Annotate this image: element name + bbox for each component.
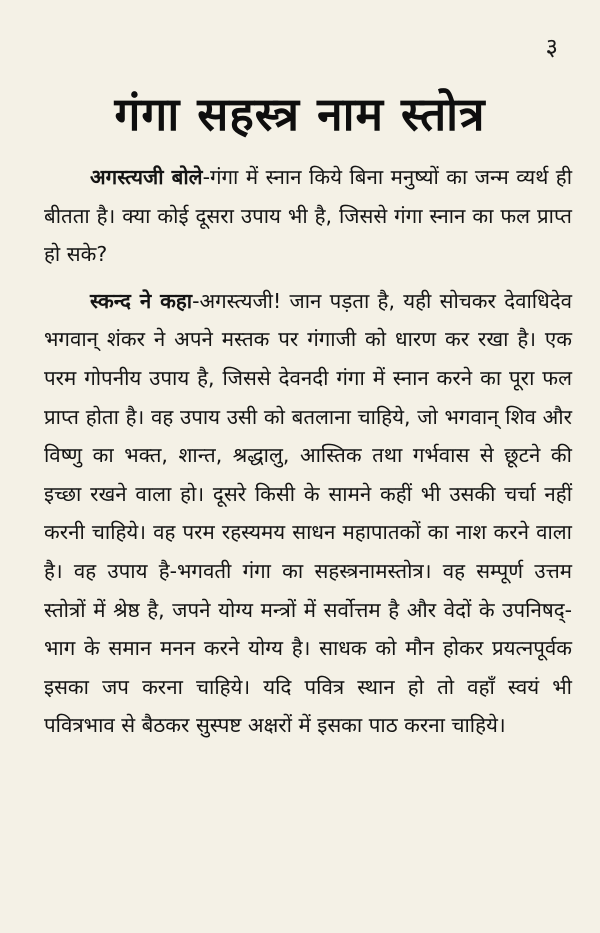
- paragraph-skanda: [44, 282, 572, 745]
- paragraph-text: -गंगा में स्नान किये बिना मनुष्यों का जन्म व्यर्थ ही बीतता है। क्या कोई दूसरा उपाय भी है, जिससे गंगा स्नान का फल प्राप्त हो सके?: [44, 165, 572, 267]
- paragraph-text: -अगस्त्यजी! जान पड़ता है, यही सोचकर देवाधिदेव भगवान् शंकर ने अपने मस्तक पर गंगाजी को धारण कर रखा है। एक परम गोपनीय उपाय है, जिससे देवनदी गंगा में स्नान करने का पूरा फल प्राप्त होता है। वह उपाय उसी को बतलाना चाहिये, जो भगवान् शिव और विष्णु का भक्त, शान्त, श्रद्धालु, आस्तिक तथा गर्भवास से छूटने की इच्छा रखने वाला हो। दूसरे किसी के सामने कहीं भी उसकी चर्चा नहीं करनी चाहिये। वह परम रहस्यमय साधन महापातकों का नाश करने वाला है। वह उपाय है-भगवती गंगा का सहस्त्रनामस्तोत्र। वह सम्पूर्ण उत्तम स्तोत्रों में श्रेष्ठ है, जपने योग्य मन्त्रों में सर्वोत्तम है और वेदों के उपनिषद्-भाग के समान मनन करने योग्य है। साधक को मौन होकर प्रयत्नपूर्वक इसका जप करना चाहिये। यदि पवित्र स्थान हो तो वहाँ स्वयं भी पवित्रभाव से बैठकर सुस्पष्ट अक्षरों में इसका पाठ करना चाहिये।: [44, 288, 572, 738]
- speaker-label: अगस्त्यजी बोले: [90, 165, 203, 189]
- paragraph-agastya: [44, 158, 572, 274]
- page-title: गंगा सहस्त्र नाम स्तोत्र: [114, 87, 486, 141]
- body-text: [44, 158, 572, 745]
- page-number: ३: [545, 33, 558, 61]
- speaker-label: स्कन्द ने कहा: [90, 288, 193, 313]
